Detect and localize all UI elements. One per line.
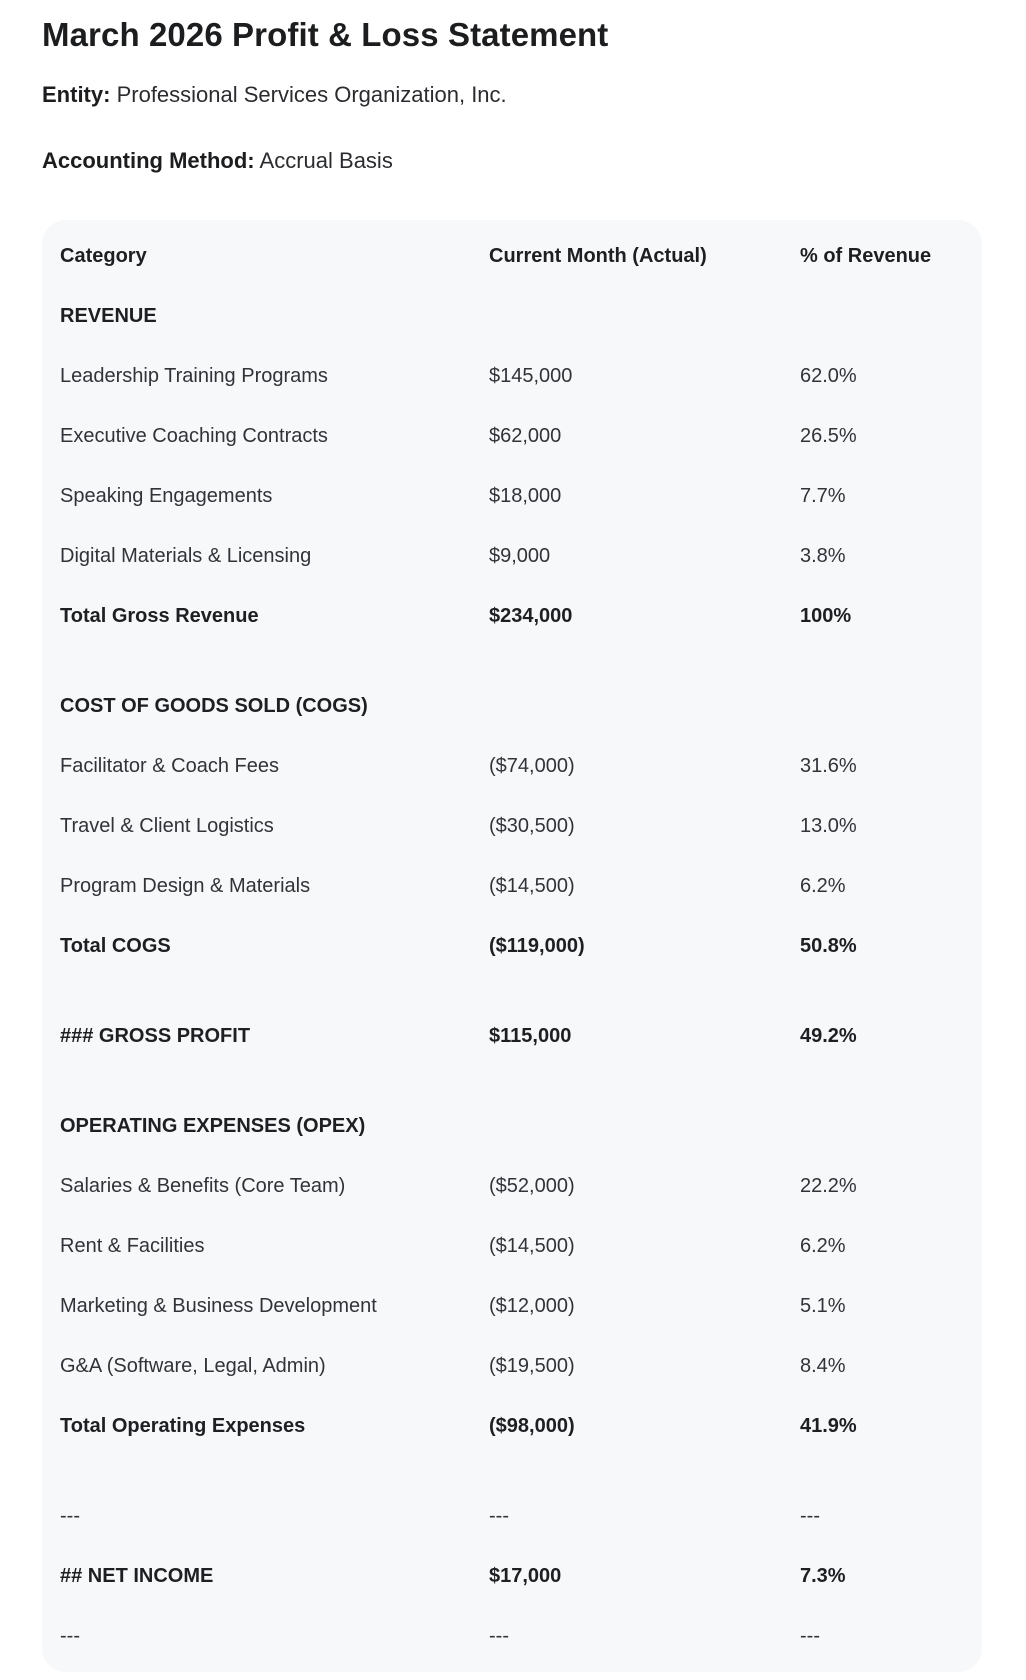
cell-percent: 3.8% bbox=[800, 545, 846, 567]
cell-category: Executive Coaching Contracts bbox=[60, 425, 328, 447]
entity-label: Entity: bbox=[42, 82, 111, 107]
table-row bbox=[60, 1156, 964, 1216]
pnl-document bbox=[0, 16, 1026, 1672]
table-row bbox=[60, 1096, 964, 1156]
cell-amount bbox=[489, 1096, 800, 1156]
cell-amount bbox=[489, 976, 800, 1006]
cell-amount: $62,000 bbox=[489, 425, 562, 447]
cell-category: Marketing & Business Development bbox=[60, 1295, 377, 1317]
cell-amount: $145,000 bbox=[489, 365, 573, 387]
table-row bbox=[60, 466, 964, 526]
cell-category: Salaries & Benefits (Core Team) bbox=[60, 1175, 346, 1197]
table-row bbox=[60, 916, 964, 976]
cell-percent: 22.2% bbox=[800, 1175, 857, 1197]
cell-amount: ($119,000) bbox=[489, 935, 585, 957]
cell-percent: --- bbox=[800, 1625, 820, 1647]
cell-percent: 13.0% bbox=[800, 815, 857, 837]
accounting-method-label: Accounting Method: bbox=[42, 148, 255, 173]
table-row bbox=[60, 1006, 964, 1066]
cell-percent: 31.6% bbox=[800, 755, 857, 777]
cell-category bbox=[60, 1066, 489, 1096]
cell-percent bbox=[800, 976, 964, 1006]
cell-category: Travel & Client Logistics bbox=[60, 815, 274, 837]
cell-amount: ($30,500) bbox=[489, 815, 575, 837]
cell-amount: ($52,000) bbox=[489, 1175, 575, 1197]
cell-category: Facilitator & Coach Fees bbox=[60, 755, 279, 777]
cell-amount bbox=[489, 1456, 800, 1486]
accounting-method-line bbox=[42, 147, 986, 175]
entity-value: Professional Services Organization, Inc. bbox=[116, 82, 507, 107]
cell-percent: 8.4% bbox=[800, 1355, 846, 1377]
cell-category: COST OF GOODS SOLD (COGS) bbox=[60, 695, 368, 717]
cell-percent: 49.2% bbox=[800, 1025, 857, 1047]
table-row bbox=[60, 526, 964, 586]
cell-percent bbox=[800, 676, 964, 736]
table-row bbox=[60, 796, 964, 856]
table-header-row bbox=[60, 226, 964, 286]
cell-amount: $18,000 bbox=[489, 485, 562, 507]
cell-amount: ($14,500) bbox=[489, 1235, 575, 1257]
cell-amount: $17,000 bbox=[489, 1565, 562, 1587]
cell-amount: ($12,000) bbox=[489, 1295, 575, 1317]
cell-category: ## NET INCOME bbox=[60, 1565, 214, 1587]
cell-amount: ($19,500) bbox=[489, 1355, 575, 1377]
cell-percent bbox=[800, 1456, 964, 1486]
column-header-percent: % of Revenue bbox=[800, 245, 932, 267]
cell-amount: $115,000 bbox=[489, 1025, 572, 1047]
cell-category: Rent & Facilities bbox=[60, 1235, 205, 1257]
table-row bbox=[60, 1486, 964, 1546]
cell-amount: ($14,500) bbox=[489, 875, 575, 897]
table-row bbox=[60, 976, 964, 1006]
cell-category: OPERATING EXPENSES (OPEX) bbox=[60, 1115, 366, 1137]
cell-category: Digital Materials & Licensing bbox=[60, 545, 312, 567]
cell-percent: 7.3% bbox=[800, 1565, 846, 1587]
cell-percent bbox=[800, 286, 964, 346]
column-header-category: Category bbox=[60, 245, 147, 267]
page-title: March 2026 Profit & Loss Statement bbox=[42, 16, 609, 53]
table-row bbox=[60, 1276, 964, 1336]
cell-category: Program Design & Materials bbox=[60, 875, 311, 897]
cell-category: REVENUE bbox=[60, 305, 157, 327]
cell-percent: 7.7% bbox=[800, 485, 846, 507]
cell-category: Total Operating Expenses bbox=[60, 1415, 306, 1437]
cell-percent: 6.2% bbox=[800, 1235, 846, 1257]
pnl-table-body bbox=[60, 226, 964, 1666]
cell-percent: 6.2% bbox=[800, 875, 846, 897]
cell-amount bbox=[489, 1066, 800, 1096]
table-row bbox=[60, 1546, 964, 1606]
cell-category: Leadership Training Programs bbox=[60, 365, 328, 387]
cell-percent bbox=[800, 1096, 964, 1156]
column-header-amount: Current Month (Actual) bbox=[489, 245, 707, 267]
table-row bbox=[60, 856, 964, 916]
cell-category: Total Gross Revenue bbox=[60, 605, 259, 627]
table-row bbox=[60, 1396, 964, 1456]
cell-amount: $9,000 bbox=[489, 545, 551, 567]
table-row bbox=[60, 646, 964, 676]
cell-amount bbox=[489, 286, 800, 346]
cell-percent: 100% bbox=[800, 605, 852, 627]
cell-amount: ($98,000) bbox=[489, 1415, 575, 1437]
table-row bbox=[60, 1606, 964, 1666]
table-row bbox=[60, 676, 964, 736]
table-row bbox=[60, 1336, 964, 1396]
pnl-table bbox=[60, 226, 964, 1666]
cell-category: ### GROSS PROFIT bbox=[60, 1025, 251, 1047]
cell-category: --- bbox=[60, 1625, 80, 1647]
table-row bbox=[60, 286, 964, 346]
cell-category: Speaking Engagements bbox=[60, 485, 273, 507]
cell-percent: 41.9% bbox=[800, 1415, 857, 1437]
cell-percent: 26.5% bbox=[800, 425, 857, 447]
cell-amount bbox=[489, 646, 800, 676]
table-row bbox=[60, 346, 964, 406]
cell-category bbox=[60, 1456, 489, 1486]
table-row bbox=[60, 1456, 964, 1486]
cell-percent: 5.1% bbox=[800, 1295, 846, 1317]
cell-percent: 62.0% bbox=[800, 365, 857, 387]
cell-category: --- bbox=[60, 1505, 80, 1527]
table-row bbox=[60, 406, 964, 466]
cell-percent: --- bbox=[800, 1505, 820, 1527]
cell-amount: --- bbox=[489, 1625, 509, 1647]
accounting-method-value: Accrual Basis bbox=[259, 148, 393, 173]
cell-percent: 50.8% bbox=[800, 935, 857, 957]
cell-amount: ($74,000) bbox=[489, 755, 575, 777]
cell-category: Total COGS bbox=[60, 935, 171, 957]
table-row bbox=[60, 1066, 964, 1096]
table-row bbox=[60, 736, 964, 796]
pnl-table-card bbox=[42, 220, 982, 1672]
cell-category: G&A (Software, Legal, Admin) bbox=[60, 1355, 326, 1377]
cell-amount: --- bbox=[489, 1505, 509, 1527]
cell-category bbox=[60, 976, 489, 1006]
cell-percent bbox=[800, 646, 964, 676]
cell-amount: $234,000 bbox=[489, 605, 573, 627]
cell-category bbox=[60, 646, 489, 676]
cell-amount bbox=[489, 676, 800, 736]
entity-line bbox=[42, 81, 986, 109]
table-row bbox=[60, 1216, 964, 1276]
table-row bbox=[60, 586, 964, 646]
cell-percent bbox=[800, 1066, 964, 1096]
